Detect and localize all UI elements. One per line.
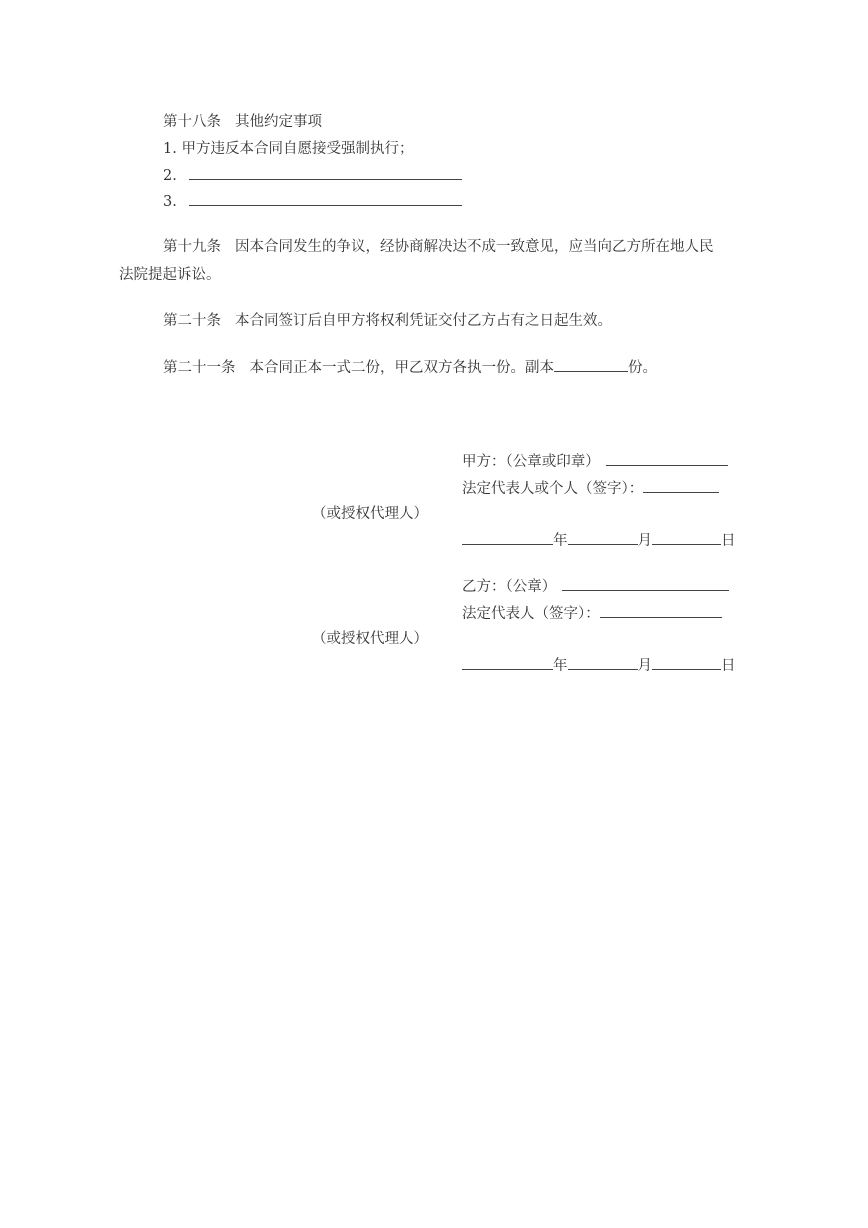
party-a-day: 日 [721,533,736,549]
article-18-heading-line [163,112,322,132]
party-b-year-blank [462,655,553,670]
article-20-text: 本合同签订后自甲方将权利凭证交付乙方占有之日起生效。 [235,313,612,329]
party-b-year: 年 [553,658,568,674]
party-b-rep-blank [600,603,722,618]
article-18-item-3-number: 3. [163,194,177,210]
party-b-seal-blank [562,576,729,591]
party-b-rep-line [462,603,722,624]
party-a-year-blank [462,530,553,545]
article-21-line [163,357,657,378]
article-21-heading: 第二十一条 [163,360,236,376]
article-21-text-after: 份。 [628,360,657,376]
party-b-month-blank [568,655,638,670]
party-b-month: 月 [637,658,652,674]
party-a-rep-line [462,478,719,499]
party-a-day-blank [652,530,721,545]
article-18-heading: 第十八条 [163,114,221,130]
article-18-item-2-number: 2. [163,168,177,184]
copies-count-blank [554,357,628,372]
party-b-rep-label: 法定代表人（签字）： [462,606,600,622]
article-18-item-3 [163,191,462,212]
party-b-day: 日 [721,658,736,674]
party-b-date-line [462,655,736,676]
article-18-item-2-blank [189,165,462,180]
article-19-heading: 第十九条 [163,239,221,255]
party-a-seal-blank [606,451,728,466]
party-a-rep-blank [643,478,719,493]
article-20-line [163,311,612,331]
article-18-item-1: 1. 甲方违反本合同自愿接受强制执行； [163,141,414,157]
party-a-year: 年 [553,533,568,549]
party-b-label: 乙方：（公章） [462,579,557,595]
article-21-text-before: 本合同正本一式二份，甲乙双方各执一份。副本 [249,360,554,376]
article-18-item-3-blank [189,191,462,206]
article-18-title: 其他约定事项 [235,114,322,130]
party-a-line [462,451,728,472]
article-19-text-2: 法院提起诉讼。 [119,267,221,283]
article-18-item-2 [163,165,462,186]
party-a-label: 甲方：（公章或印章） [462,454,600,470]
party-a-month-blank [568,530,638,545]
party-a-rep-label: 法定代表人或个人（签字）： [462,481,644,497]
party-b-day-blank [652,655,721,670]
party-b-agent: （或授权代理人） [312,631,428,647]
article-20-heading: 第二十条 [163,313,221,329]
party-a-agent: （或授权代理人） [312,506,428,522]
party-a-date-line [462,530,736,551]
party-a-month: 月 [637,533,652,549]
article-19-line-1 [163,237,714,257]
party-b-line [462,576,729,597]
article-19-text-1: 因本合同发生的争议，经协商解决达不成一致意见，应当向乙方所在地人民 [235,239,714,255]
